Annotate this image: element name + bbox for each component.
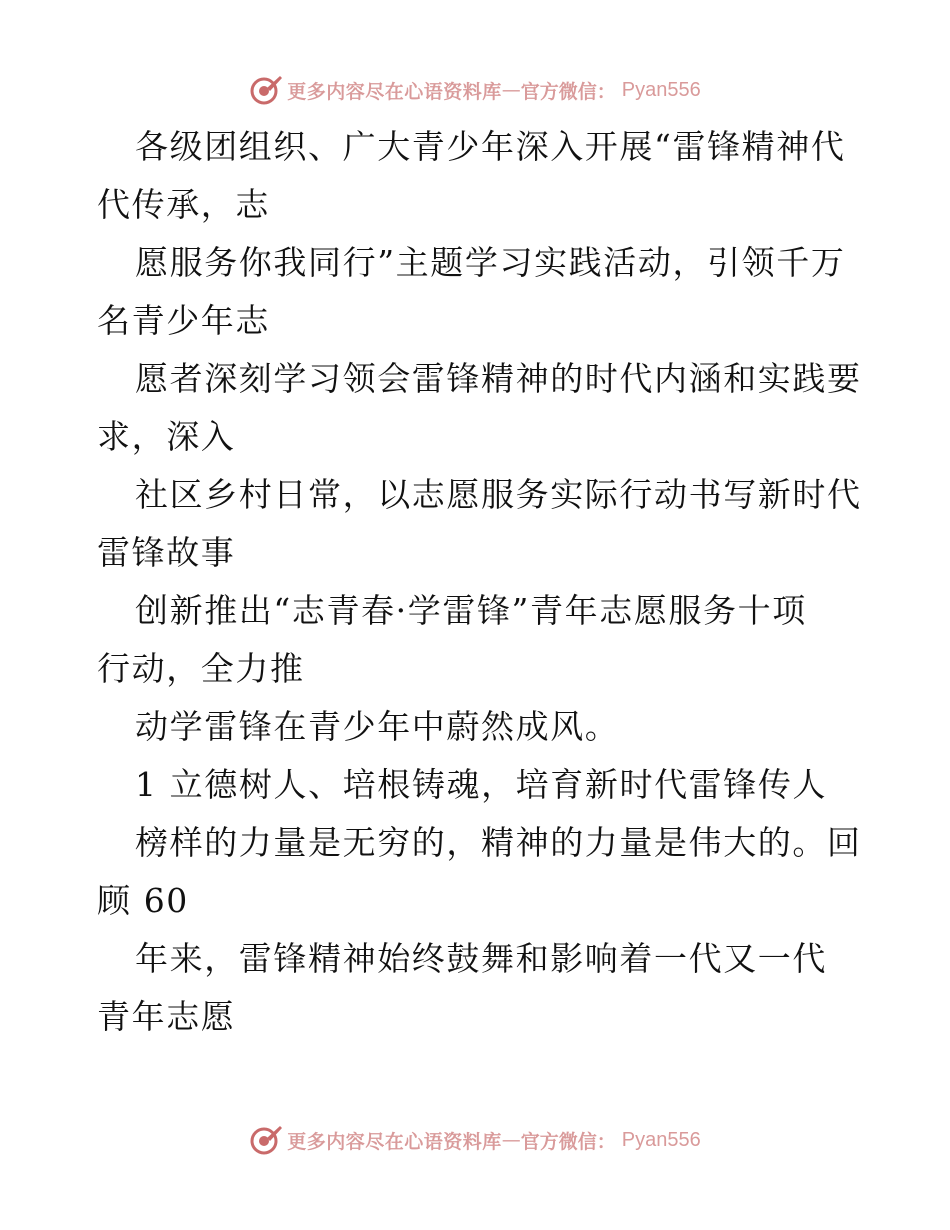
footer-banner-separator: — — [501, 1129, 521, 1151]
header-banner-text: 更多内容尽在心语资料库 — [287, 80, 502, 103]
footer-wechat-id: Pyan556 — [621, 1128, 701, 1151]
text-line: 青年志愿 — [97, 997, 236, 1036]
text-line: 愿服务你我同行”主题学习实践活动，引领千万 — [135, 243, 846, 282]
text-line: 愿者深刻学习领会雷锋精神的时代内涵和实践要 — [135, 359, 862, 398]
header-banner-separator: — — [501, 79, 521, 101]
text-line: 创新推出“志青春·学雷锋”青年志愿服务十项 — [135, 591, 807, 630]
text-line: 顾 60 — [97, 881, 189, 920]
document-body — [97, 118, 862, 1046]
text-line: 名青少年志 — [97, 301, 270, 340]
text-line: 雷锋故事 — [97, 533, 236, 572]
header-wechat-label: 官方微信： — [520, 80, 616, 103]
text-line: 动学雷锋在青少年中蔚然成风。 — [135, 707, 620, 746]
text-line: 求，深入 — [97, 417, 236, 456]
text-line: 社区乡村日常，以志愿服务实际行动书写新时代 — [135, 475, 862, 514]
footer-banner-text: 更多内容尽在心语资料库 — [287, 1130, 502, 1153]
text-line: 行动，全力推 — [97, 649, 305, 688]
text-line: 榜样的力量是无穷的，精神的力量是伟大的。回 — [135, 823, 862, 862]
header-wechat-id: Pyan556 — [621, 78, 701, 101]
text-line: 年来，雷锋精神始终鼓舞和影响着一代又一代 — [135, 939, 827, 978]
header-banner — [0, 70, 950, 110]
footer-wechat-label: 官方微信： — [520, 1130, 616, 1153]
footer-banner — [0, 1120, 950, 1160]
text-line: 代传承，志 — [97, 185, 270, 224]
pen-logo-icon — [249, 73, 283, 107]
text-line: 1 立德树人、培根铸魂，培育新时代雷锋传人 — [135, 765, 828, 804]
text-line: 各级团组织、广大青少年深入开展“雷锋精神代 — [135, 127, 846, 166]
pen-logo-icon — [249, 1123, 283, 1157]
